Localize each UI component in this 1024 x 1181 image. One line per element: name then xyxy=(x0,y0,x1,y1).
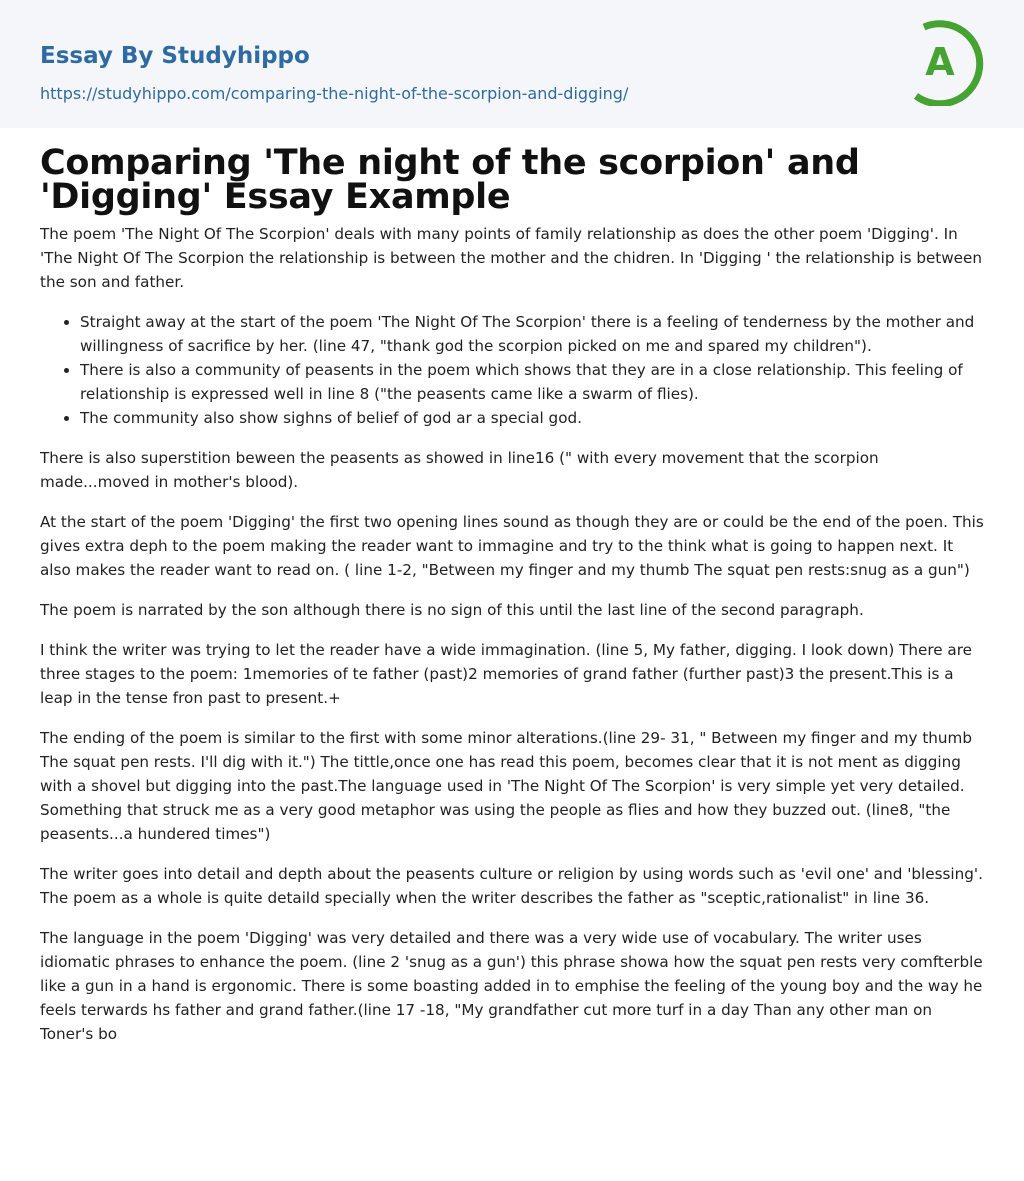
studyhippo-logo-icon[interactable] xyxy=(908,18,992,106)
list-item: • Straight away at the start of the poem 'The Night Of The Scorpion' there is a feeling of tenderness by the mother and willingness of sacrifice by her. (line 47, "thank god the scorpion picked on me and spared my children"). xyxy=(80,310,984,358)
page-url-link[interactable]: https://studyhippo.com/comparing-the-night-of-the-scorpion-and-digging/ xyxy=(40,84,629,103)
body-paragraph: The ending of the poem is similar to the first with some minor alterations.(line 29- 31, " Between my finger and my thumb The squat pen rests. I'll dig with it.") The tittle,once one has read this poem, becomes clear that it is not ment as digging with a shovel but digging into the past.The language used in 'The Night Of The Scorpion' is very simple yet very detailed. Something that struck me as a very good metaphor was using the people as flies and how they buzzed out. (line8, "the peasents...a hundered times") xyxy=(40,729,972,843)
intro-paragraph: The poem 'The Night Of The Scorpion' deals with many points of family relationship as does the other poem 'Digging'. In 'The Night Of The Scorpion the relationship is between the mother and the chidren. In 'Digging ' the relationship is between the son and father. xyxy=(40,225,982,291)
brand-title[interactable]: Essay By Studyhippo xyxy=(40,43,310,69)
list-item: • The community also show sighns of belief of god ar a special god. xyxy=(80,406,984,430)
article xyxy=(40,143,984,1062)
body-paragraph: I think the writer was trying to let the reader have a wide immagination. (line 5, My father, digging. I look down) There are three stages to the poem: 1memories of te father (past)2 memories of grand father (further past)3 the present.This is a leap in the tense fron past to present.+ xyxy=(40,641,972,707)
logo-letter: A xyxy=(925,40,955,84)
body-paragraph: The language in the poem 'Digging' was very detailed and there was a very wide use of vocabulary. The writer uses idiomatic phrases to enhance the poem. (line 2 'snug as a gun') this phrase showa how the squat pen rests very comfterble like a gun in a hand is ergonomic. There is some boasting added in to emphise the feeling of the young boy and the way he feels terwards hs father and grand father.(line 17 -18, "My grandfather cut more turf in a day Than any other man on Toner's bo xyxy=(40,929,983,1043)
body-paragraph: The writer goes into detail and depth about the peasents culture or religion by using words such as 'evil one' and 'blessing'. The poem as a whole is quite detaild specially when the writer describes the father as "sceptic,rationalist" in line 36. xyxy=(40,865,983,907)
page-title: Comparing 'The night of the scorpion' and 'Digging' Essay Example xyxy=(40,143,860,217)
body-paragraph: At the start of the poem 'Digging' the first two opening lines sound as though they are or could be the end of the poen. This gives extra deph to the poem making the reader want to immagine and try to the think what is going to happen next. It also makes the reader want to read on. ( line 1-2, "Between my finger and my thumb The squat pen rests:snug as a gun") xyxy=(40,513,984,579)
site-header xyxy=(0,0,1024,128)
list-item: • There is also a community of peasents in the poem which shows that they are in a close relationship. This feeling of relationship is expressed well in line 8 ("the peasents came like a swarm of flies). xyxy=(80,358,984,406)
body-paragraph: There is also superstition beween the peasents as showed in line16 (" with every movement that the scorpion made...moved in mother's blood). xyxy=(40,449,879,491)
body-paragraph: The poem is narrated by the son although there is no sign of this until the last line of the second paragraph. xyxy=(40,601,864,619)
bullet-list xyxy=(40,310,984,430)
